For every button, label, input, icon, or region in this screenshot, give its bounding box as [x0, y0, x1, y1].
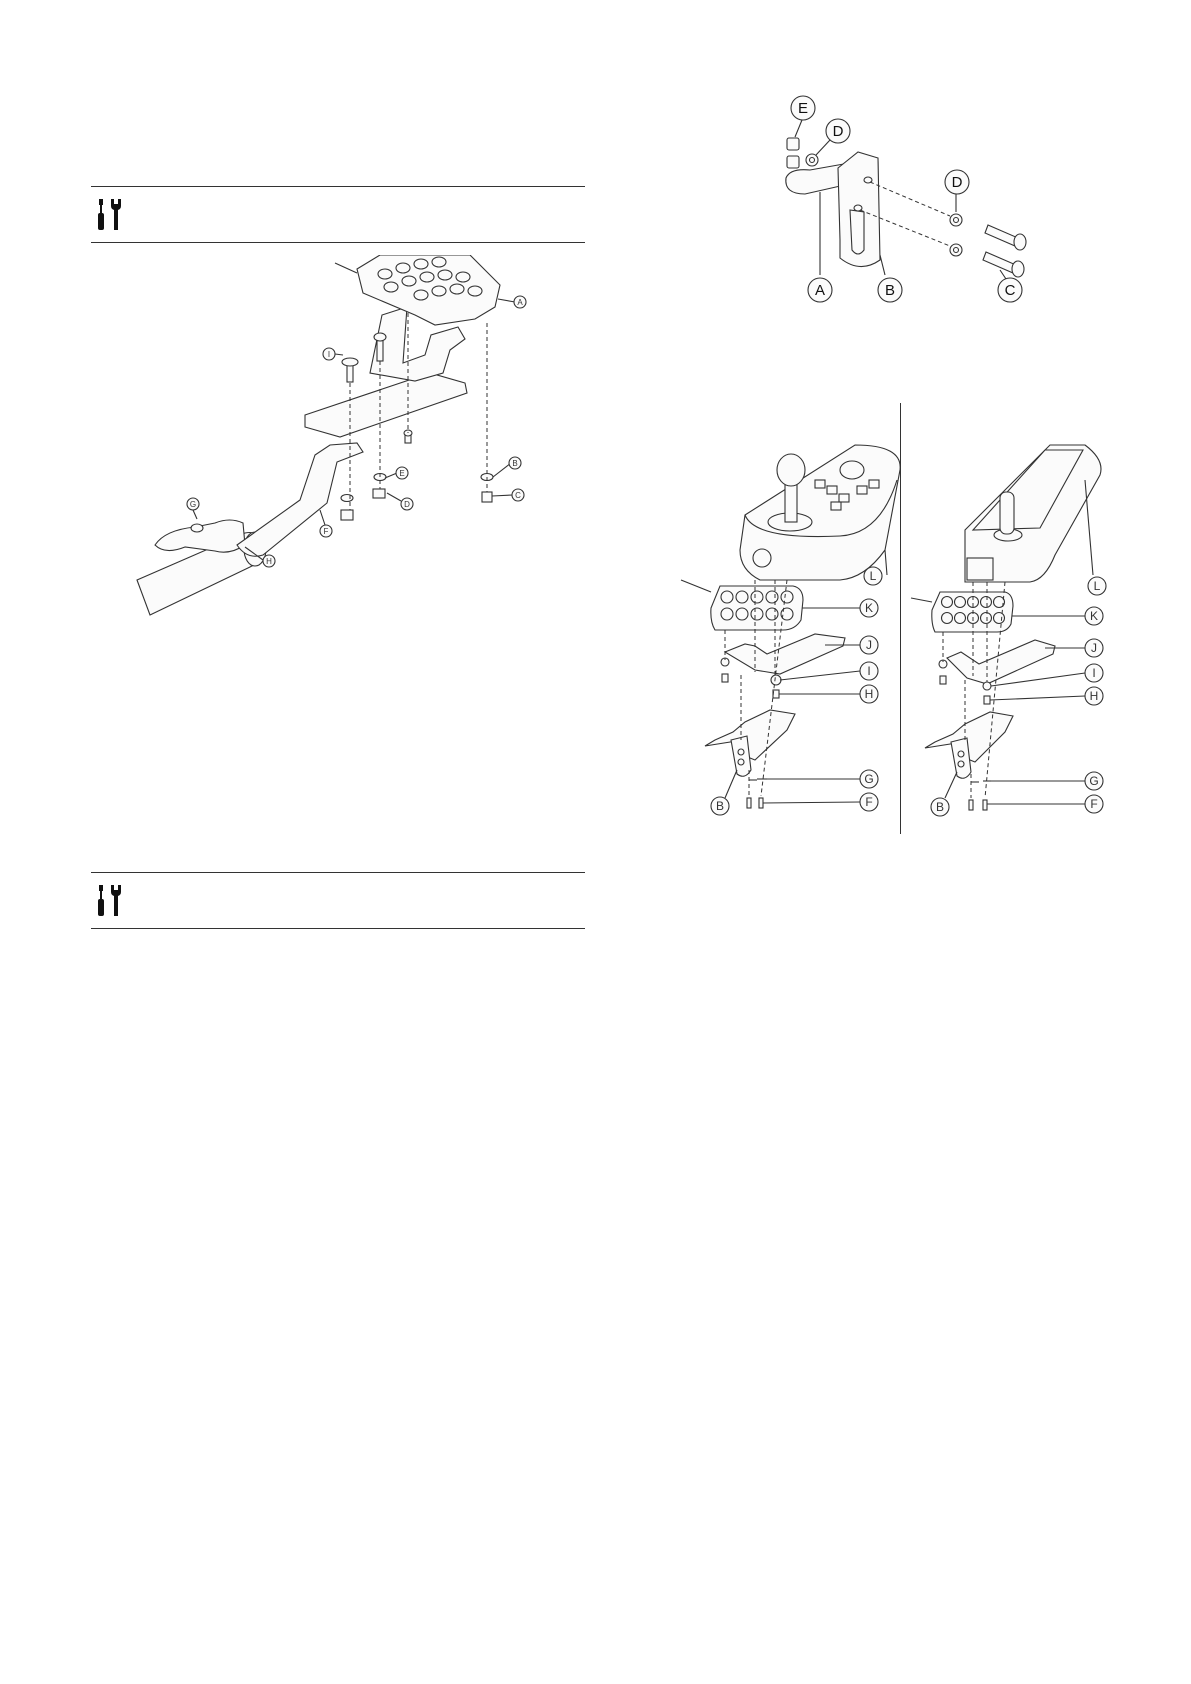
tools-required-bar	[91, 186, 585, 243]
screwdriver-wrench-icon	[97, 885, 125, 917]
callout-label: G	[1089, 774, 1099, 788]
callout-label: D	[832, 123, 844, 140]
tools-required-bar	[91, 872, 585, 929]
callout-label: I	[867, 664, 871, 678]
callout-label: E	[797, 100, 809, 117]
callout-label: C	[515, 491, 521, 500]
callout-label: G	[864, 772, 874, 786]
figure-keypad-bracket-assembly	[125, 255, 565, 620]
screwdriver-wrench-icon	[97, 199, 125, 231]
callout-label: E	[399, 469, 405, 478]
callout-label: G	[189, 500, 197, 509]
figure-mounting-bracket	[760, 90, 1035, 320]
callout-label: A	[814, 282, 826, 299]
callout-label: H	[1089, 689, 1099, 703]
callout-label: B	[512, 459, 518, 468]
figure-touchscreen-controller-variant	[905, 440, 1135, 830]
callout-label: F	[323, 527, 329, 536]
callout-label: K	[864, 601, 874, 615]
callout-label: B	[935, 800, 945, 814]
callout-label: L	[1093, 579, 1101, 593]
callout-label: J	[866, 638, 872, 652]
callout-label: B	[884, 282, 896, 299]
callout-label: J	[1091, 641, 1097, 655]
callout-label: I	[1092, 666, 1096, 680]
callout-label: B	[715, 799, 725, 813]
callout-label: F	[1090, 797, 1098, 811]
callout-label: K	[1089, 609, 1099, 623]
callout-label: D	[951, 174, 963, 191]
callout-label: C	[1004, 282, 1016, 299]
callout-label: D	[404, 500, 410, 509]
callout-label: I	[327, 350, 331, 359]
callout-label: A	[517, 298, 523, 307]
callout-label: H	[864, 687, 874, 701]
callout-label: F	[865, 795, 873, 809]
callout-label: L	[869, 569, 877, 583]
callout-label: H	[266, 557, 272, 566]
figure-joystick-controller-variant	[675, 440, 905, 830]
